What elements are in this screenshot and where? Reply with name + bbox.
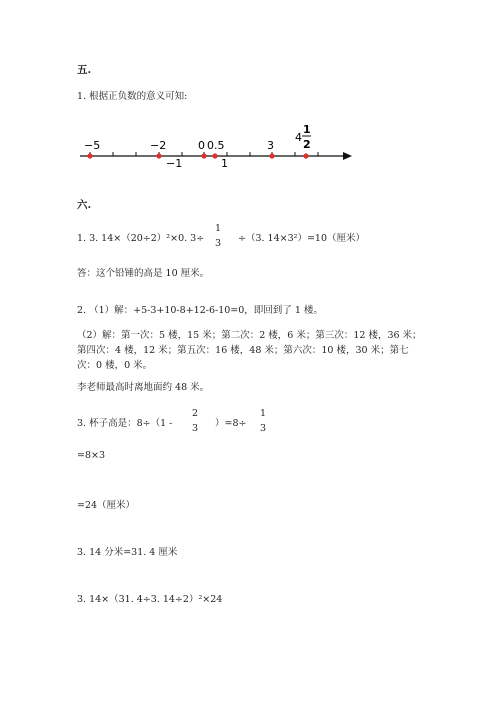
label-minus-2: −2 <box>150 139 167 152</box>
label-mixed-whole: 4 <box>295 131 302 144</box>
q1-answer: 答：这个铅锤的高是 10 厘米。 <box>77 268 210 279</box>
q2-part2-line1: （2）解：第一次：5 楼，15 米；第二次：2 楼，6 米；第三次：12 楼，36 米； <box>77 330 422 341</box>
question-1-intro: 1. 根据正负数的意义可知: <box>77 91 188 102</box>
q1-fraction <box>212 224 224 248</box>
label-0-5: 0.5 <box>207 139 225 152</box>
arrow-head-icon <box>343 152 352 160</box>
q2-part2-line3: 次：0 楼，0 米。 <box>77 360 153 371</box>
q3-step-3: =24（厘米） <box>77 500 136 511</box>
point-0 <box>201 153 206 158</box>
label-minus-5: −5 <box>84 139 101 152</box>
point-minus-2 <box>156 153 161 158</box>
q3-fraction-2-numerator: 1 <box>259 408 267 419</box>
q3-fraction-1 <box>189 409 201 433</box>
q3-step-4: 3. 14 分米=31. 4 厘米 <box>77 547 178 558</box>
q1-fraction-denominator: 3 <box>214 237 222 249</box>
q3-step-5: 3. 14×（31. 4÷3. 14÷2）²×24 <box>77 594 223 605</box>
point-minus-5 <box>87 153 92 158</box>
point-4-half <box>303 153 308 158</box>
q3-expression-part2: ）=8÷ <box>215 418 247 429</box>
q2-part1: 2. （1）解：+5-3+10-8+12-6-10=0，即回到了 1 楼。 <box>77 305 323 316</box>
q3-expression-part1: 3. 杯子高是：8÷（1 - <box>77 418 173 429</box>
q3-fraction-2 <box>257 409 269 433</box>
q2-answer: 李老师最高时离地面约 48 米。 <box>77 382 210 393</box>
label-0: 0 <box>198 139 205 152</box>
label-mixed-denominator: 2 <box>303 138 311 151</box>
label-1: 1 <box>221 157 228 170</box>
q1-fraction-numerator: 1 <box>214 223 222 234</box>
q3-fraction-1-denominator: 3 <box>191 422 199 434</box>
number-line-diagram <box>0 120 500 180</box>
q2-part2-line2: 第四次：4 楼，12 米；第五次：16 楼，48 米；第六次：10 楼，30 米；第七 <box>77 345 409 356</box>
section-5-heading: 五. <box>77 64 92 76</box>
q1-expression-part1: 1. 3. 14×（20÷2）²×0. 3÷ <box>77 233 205 244</box>
section-6-heading: 六. <box>77 199 92 211</box>
label-3: 3 <box>267 139 274 152</box>
point-0-5 <box>212 153 217 158</box>
q3-step-2: =8×3 <box>77 450 106 461</box>
q3-fraction-1-numerator: 2 <box>191 408 199 419</box>
label-mixed-numerator: 1 <box>303 123 311 136</box>
q3-fraction-2-denominator: 3 <box>259 422 267 434</box>
label-minus-1: −1 <box>166 157 183 170</box>
q1-expression-part2: ÷（3. 14×3²）=10（厘米） <box>238 233 365 244</box>
point-3 <box>269 153 274 158</box>
